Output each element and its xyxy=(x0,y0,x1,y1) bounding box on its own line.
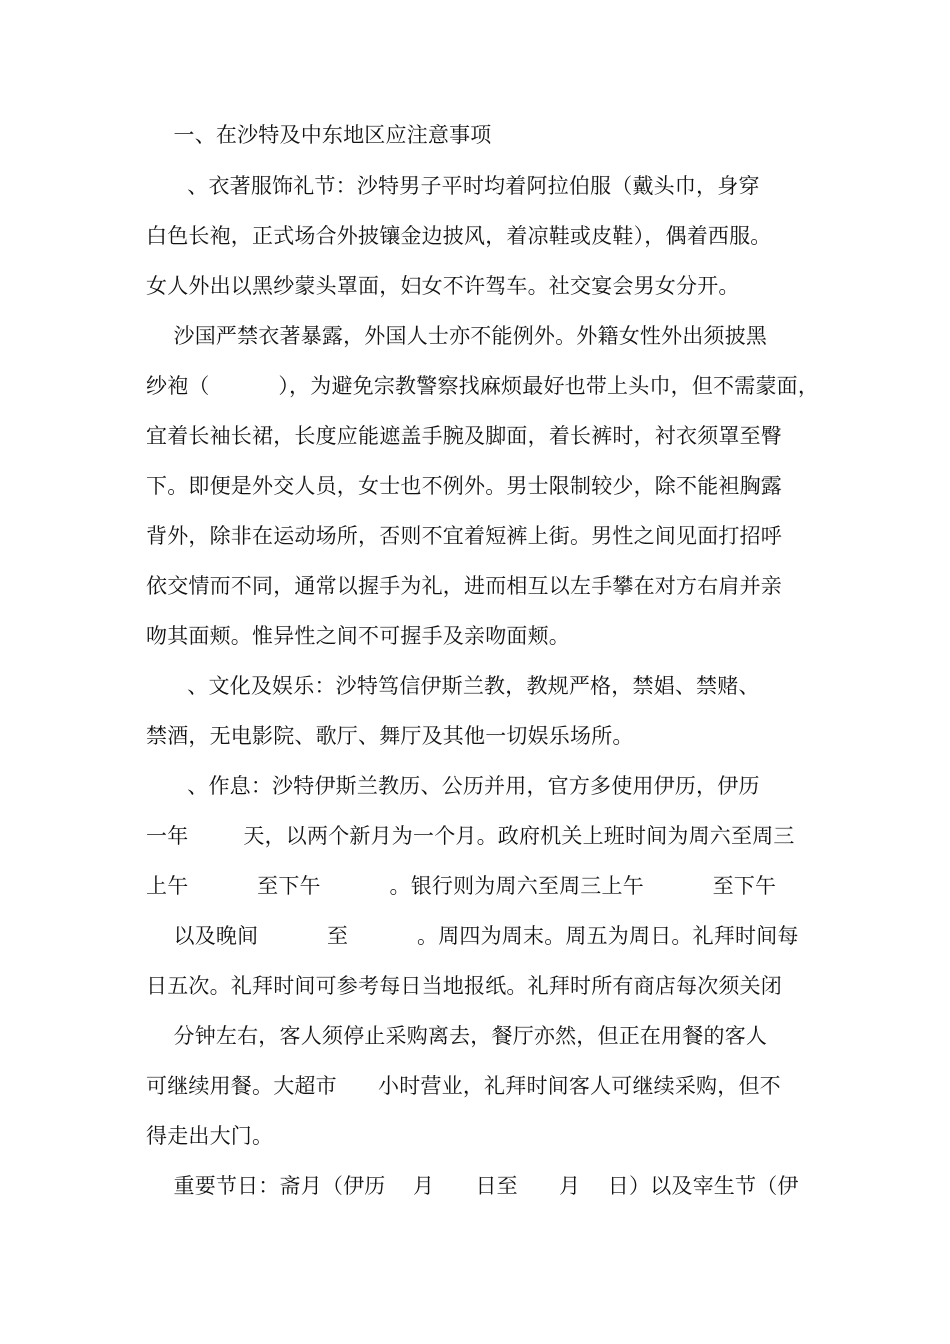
paragraph-line: 分钟左右，客人须停止采购离去，餐厅亦然，但正在用餐的客人 xyxy=(146,1024,768,1048)
paragraph-line: 背外，除非在运动场所，否则不宜着短裤上街。男性之间见面打招呼 xyxy=(146,524,782,548)
paragraph-line: 上午 至下午 。银行则为周六至周三上午 至下午 xyxy=(146,874,777,898)
paragraph-line: 重要节日：斋月（伊历 月 日至 月 日）以及宰生节（伊 xyxy=(146,1174,799,1198)
paragraph-line: 女人外出以黑纱蒙头罩面，妇女不许驾车。社交宴会男女分开。 xyxy=(146,274,740,298)
paragraph-line: 、衣著服饰礼节：沙特男子平时均着阿拉伯服（戴头巾，身穿 xyxy=(146,174,760,198)
paragraph-line: 沙国严禁衣著暴露，外国人士亦不能例外。外籍女性外出须披黑 xyxy=(146,324,768,348)
paragraph-line: 吻其面颊。惟异性之间不可握手及亲吻面颊。 xyxy=(146,624,570,648)
paragraph-line: 一年 天，以两个新月为一个月。政府机关上班时间为周六至周三 xyxy=(146,824,795,848)
paragraph-line: 、文化及娱乐：沙特笃信伊斯兰教，教规严格，禁娼、禁赌、 xyxy=(146,674,760,698)
paragraph-line: 以及晚间 至 。周四为周末。周五为周日。礼拜时间每 xyxy=(146,924,799,948)
paragraph-line: 可继续用餐。大超市 小时营业，礼拜时间客人可继续采购，但不 xyxy=(146,1074,781,1098)
section-heading: 一、在沙特及中东地区应注意事项 xyxy=(146,123,492,147)
paragraph-line: 依交情而不同，通常以握手为礼，进而相互以左手攀在对方右肩并亲 xyxy=(146,574,782,598)
paragraph-line: 禁酒，无电影院、歌厅、舞厅及其他一切娱乐场所。 xyxy=(146,724,634,748)
paragraph-line: 得走出大门。 xyxy=(146,1124,274,1148)
paragraph-line: 下。即便是外交人员，女士也不例外。男士限制较少，除不能袒胸露 xyxy=(146,474,782,498)
paragraph-line: 日五次。礼拜时间可参考每日当地报纸。礼拜时所有商店每次须关闭 xyxy=(146,974,782,998)
paragraph-line: 、作息：沙特伊斯兰教历、公历并用，官方多使用伊历，伊历 xyxy=(146,774,760,798)
paragraph-line: 纱袍（ ），为避免宗教警察找麻烦最好也带上头巾，但不需蒙面， xyxy=(146,374,820,398)
paragraph-line: 宜着长袖长裙，长度应能遮盖手腕及脚面，着长裤时，衬衣须罩至臀 xyxy=(146,424,782,448)
paragraph-line: 白色长袍，正式场合外披镶金边披风，着凉鞋或皮鞋），偶着西服。 xyxy=(146,224,772,248)
